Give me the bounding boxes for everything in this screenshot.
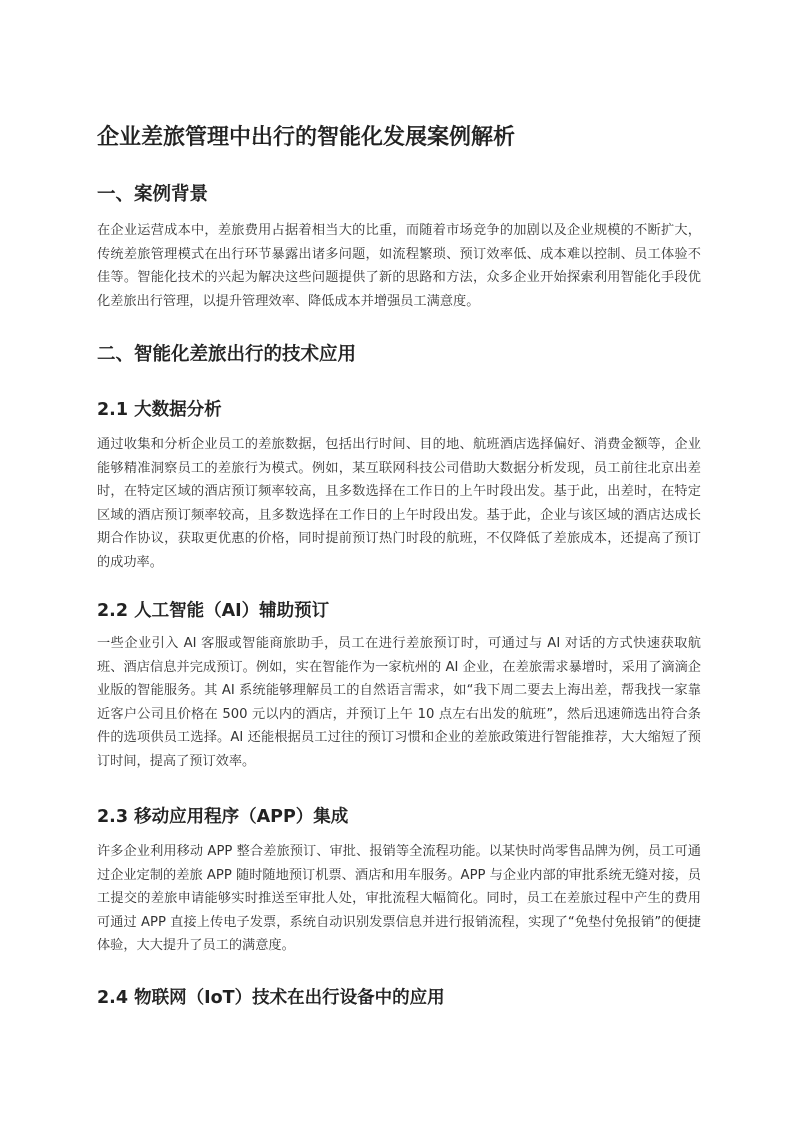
section-heading-tech-applications: 二、智能化差旅出行的技术应用 [97,344,357,365]
paragraph-ai-booking: 一些企业引入 AI 客服或智能商旅助手，员工在进行差旅预订时，可通过与 AI 对话的方式快速获取航班、酒店信息并完成预订。例如，实在智能作为一家杭州的 AI 企业，在差旅需求暴增时，采用了滴滴企业版的智能服务。其 AI 系统能够理解员工的自然语言需求，如“我下周二要去上海出差，帮我找一家靠近客户公司且价格在 500 元以内的酒店，并预订上午 10 点左右出发的航班”，然后迅速筛选出符合条件的选项供员工选择。AI 还能根据员工过往的预订习惯和企业的差旅政策进行智能推荐，大大缩短了预订时间，提高了预订效率。 [97,636,701,769]
section-heading-background: 一、案例背景 [97,184,209,205]
subsection-heading-ai-booking: 2.2 人工智能（AI）辅助预订 [97,601,330,621]
paragraph-big-data: 通过收集和分析企业员工的差旅数据，包括出行时间、目的地、航班酒店选择偏好、消费金额等，企业能够精准洞察员工的差旅行为模式。例如，某互联网科技公司借助大数据分析发现，员工前往北京出差时，在特定区域的酒店预订频率较高，且多数选择在工作日的上午时段出发。基于此，出差时，在特定区域的酒店预订频率较高，且多数选择在工作日的上午时段出发。基于此，企业与该区域的酒店达成长期合作协议，获取更优惠的价格，同时提前预订热门时段的航班，不仅降低了差旅成本，还提高了预订的成功率。 [97,437,701,570]
subsection-heading-mobile-app: 2.3 移动应用程序（APP）集成 [97,807,349,827]
subsection-heading-iot: 2.4 物联网（IoT）技术在出行设备中的应用 [97,988,445,1008]
paragraph-background: 在企业运营成本中，差旅费用占据着相当大的比重，而随着市场竞争的加剧以及企业规模的不断扩大，传统差旅管理模式在出行环节暴露出诸多问题，如流程繁琐、预订效率低、成本难以控制、员工体验不佳等。智能化技术的兴起为解决这些问题提供了新的思路和方法，众多企业开始探索利用智能化手段优化差旅出行管理，以提升管理效率、降低成本并增强员工满意度。 [97,223,701,309]
paragraph-mobile-app: 许多企业利用移动 APP 整合差旅预订、审批、报销等全流程功能。以某快时尚零售品牌为例，员工可通过企业定制的差旅 APP 随时随地预订机票、酒店和用车服务。APP 与企业内部的审批系统无缝对接，员工提交的差旅申请能够实时推送至审批人处，审批流程大幅简化。同时，员工在差旅过程中产生的费用可通过 APP 直接上传电子发票，系统自动识别发票信息并进行报销流程，实现了“免垫付免报销”的便捷体验，大大提升了员工的满意度。 [97,844,701,954]
document-title: 企业差旅管理中出行的智能化发展案例解析 [97,125,516,150]
subsection-heading-big-data: 2.1 大数据分析 [97,400,222,420]
